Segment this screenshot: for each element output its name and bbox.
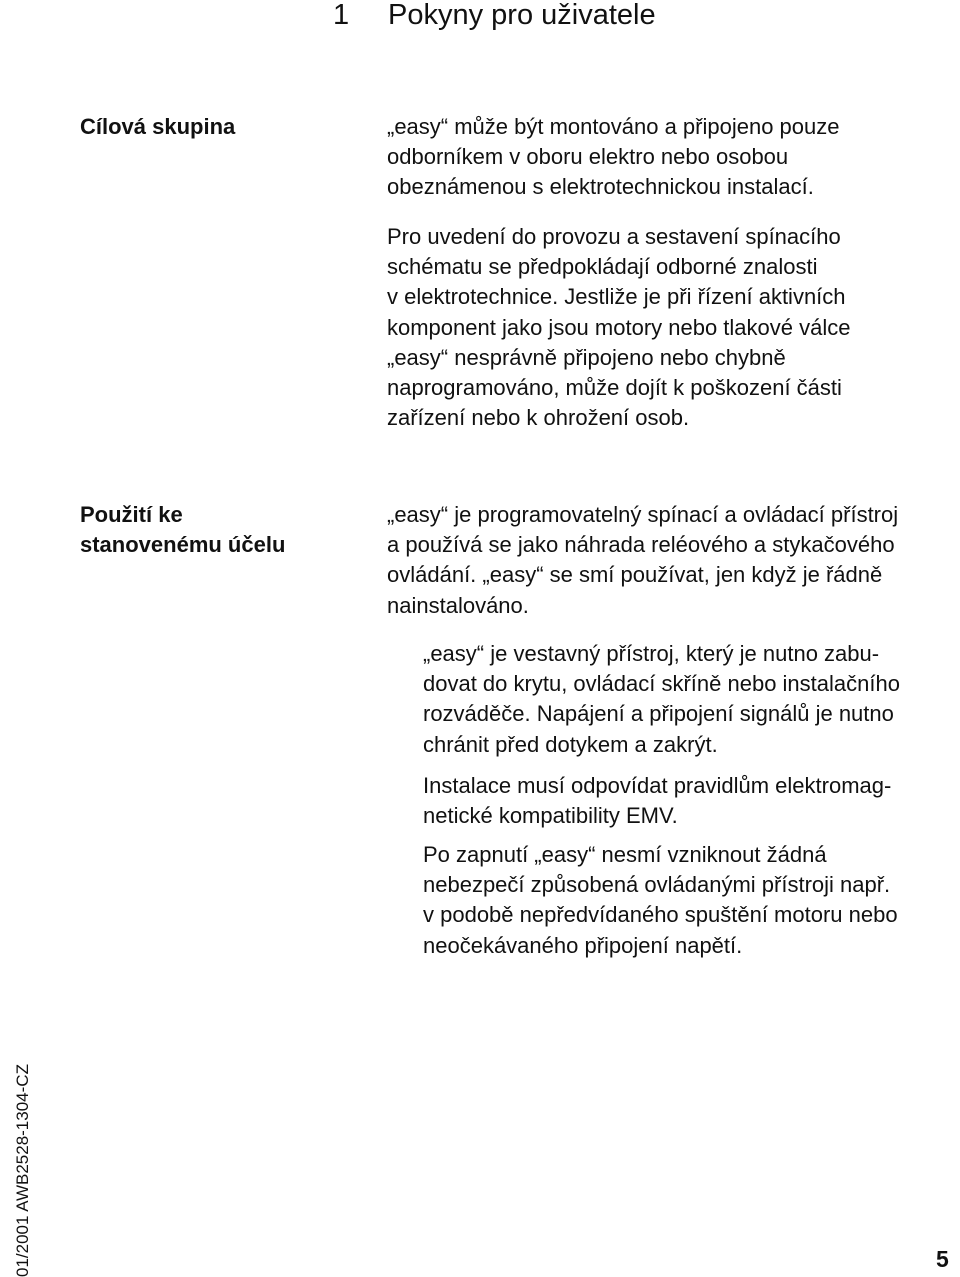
page-title [0, 0, 960, 34]
text-line: a používá se jako náhrada reléového a stykačového [387, 532, 895, 558]
text-line: „easy“ je programovatelný spínací a ovládací přístroj [387, 502, 899, 527]
text-line: obeznámenou s elektrotechnickou instalací. [387, 174, 814, 200]
text-line: chránit před dotykem a zakrýt. [423, 731, 718, 757]
text-line: komponent jako jsou motory nebo tlakové válce [387, 314, 851, 340]
paragraph-device-purpose [387, 500, 898, 621]
text-line: odborníkem v oboru elektro nebo osobou [387, 144, 789, 170]
page-number: 5 [936, 1246, 949, 1272]
chapter-title: Pokyny pro uživatele [388, 0, 656, 31]
paragraph-built-in-device [423, 639, 900, 760]
text-line: Pro uvedení do provozu a sestavení spínacího [387, 224, 841, 249]
text-line: dovat do krytu, ovládací skříně nebo instalačního [423, 671, 900, 697]
text-line: „easy“ nesprávně připojeno nebo chybně [387, 344, 786, 370]
text-line: zařízení nebo k ohrožení osob. [387, 405, 690, 431]
label-line: Použití ke [80, 502, 183, 527]
text-line: nainstalováno. [387, 592, 529, 618]
text-line: neočekávaného připojení napětí. [423, 932, 743, 958]
section-label-target-group [80, 112, 330, 142]
section-label-intended-use [80, 500, 330, 560]
text-line: netické kompatibility EMV. [423, 803, 678, 829]
paragraph-emc-compliance [423, 771, 891, 831]
text-line: ovládání. „easy“ se smí používat, jen když je řádně [387, 562, 883, 588]
text-line: „easy“ je vestavný přístroj, který je nutno zabu- [423, 641, 880, 666]
chapter-number: 1 [333, 0, 350, 31]
text-line: v podobě nepředvídaného spuštění motoru nebo [423, 902, 898, 928]
document-code: 01/2001 AWB2528-1304-CZ [13, 1064, 32, 1277]
text-line: schématu se předpokládají odborné znalosti [387, 254, 818, 280]
text-line: Po zapnutí „easy“ nesmí vzniknout žádná [423, 842, 827, 867]
paragraph-required-knowledge [387, 222, 850, 433]
text-line: Instalace musí odpovídat pravidlům elektromag- [423, 773, 892, 798]
label-line: stanovenému účelu [80, 532, 286, 557]
text-line: rozváděče. Napájení a připojení signálů je nutno [423, 701, 894, 727]
text-line: „easy“ může být montováno a připojeno pouze [387, 114, 840, 139]
label-line: Cílová skupina [80, 114, 236, 139]
text-line: nebezpečí způsobená ovládanými přístroji např. [423, 872, 891, 898]
text-line: v elektrotechnice. Jestliže je při řízení aktivních [387, 284, 846, 310]
text-line: naprogramováno, může dojít k poškození části [387, 375, 842, 401]
paragraph-qualified-installation [387, 112, 839, 203]
paragraph-startup-safety [423, 840, 898, 961]
